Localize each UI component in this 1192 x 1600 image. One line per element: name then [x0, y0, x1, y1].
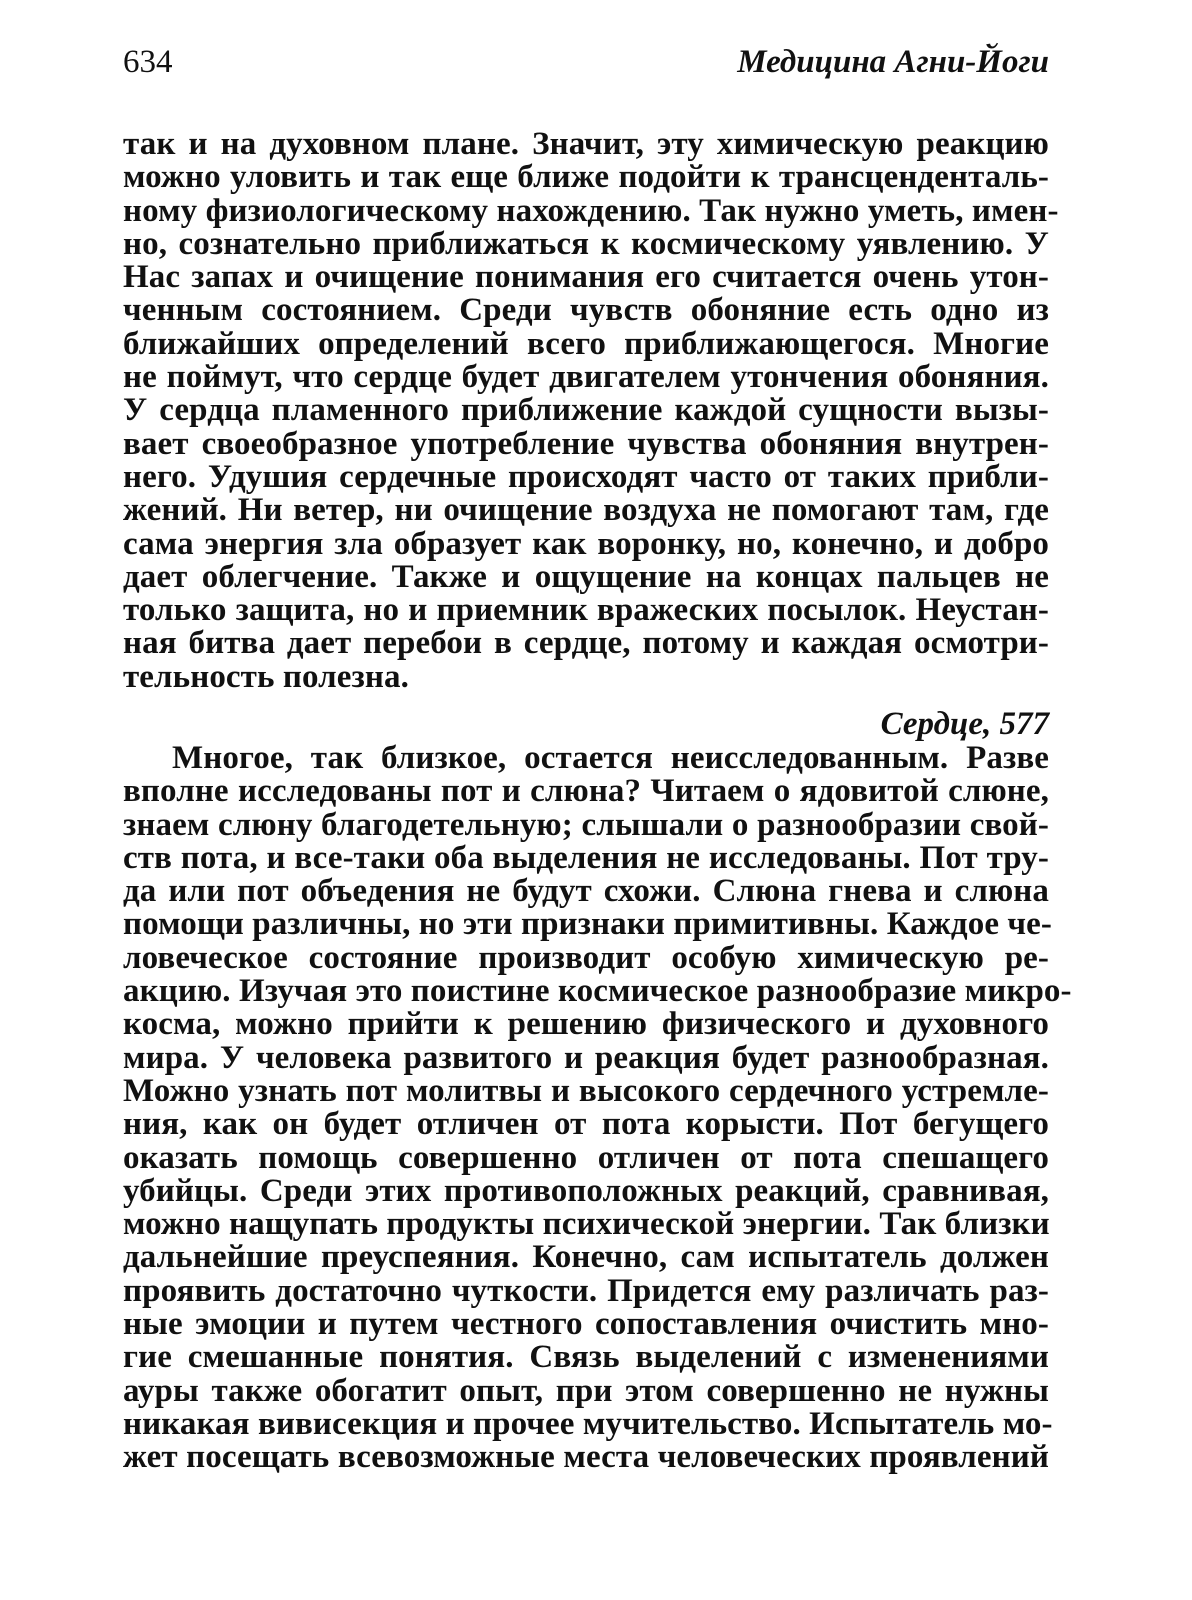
text-line: гие смешанные понятия. Связь выделений с изменениями	[123, 1339, 1049, 1376]
text-line: ств пота, и все-таки оба выделения не исследованы. Пот тру-	[123, 839, 1049, 876]
text-line: ные эмоции и путем честного сопоставления очистить мно-	[123, 1306, 1049, 1343]
text-line: так и на духовном плане. Значит, эту химическую реакцию	[123, 126, 1049, 162]
text-line: помощи различны, но эти признаки примитивны. Каждое че-	[123, 906, 1052, 943]
text-line: но, сознательно приближаться к космическому уявлению. У	[123, 225, 1049, 262]
text-line: тельность полезна.	[123, 658, 409, 695]
text-line: знаем слюну благодетельную; слышали о разнообразии свой-	[123, 806, 1049, 843]
text-line: ния, как он будет отличен от пота корысти. Пот бегущего	[123, 1106, 1049, 1143]
text-line: вает своеобразное употребление чувства обоняния внутрен-	[123, 425, 1049, 462]
text-line: него. Удушия сердечные происходят часто от таких прибли-	[123, 458, 1049, 495]
text-line: не поймут, что сердце будет двигателем утончения обоняния.	[123, 359, 1049, 396]
text-line: ному физиологическому нахождению. Так нужно уметь, имен-	[123, 192, 1059, 229]
text-line: можно нащупать продукты психической энергии. Так близки	[123, 1206, 1050, 1243]
text-line: дает облегчение. Также и ощущение на концах пальцев не	[123, 558, 1049, 595]
text-line: ная битва дает перебои в сердце, потому и каждая осмотри-	[123, 625, 1049, 662]
page-number: 634	[123, 44, 173, 80]
text-line: ауры также обогатит опыт, при этом совершенно не нужны	[123, 1372, 1049, 1409]
text-line: мира. У человека развитого и реакция будет разнообразная.	[123, 1039, 1049, 1076]
text-line: ловеческое состояние производит особую химическую ре-	[123, 939, 1049, 976]
text-line: косма, можно прийти к решению физического и духовного	[123, 1006, 1049, 1043]
text-line: жет посещать всевозможные места человеческих проявлений	[123, 1439, 1049, 1476]
text-line: проявить достаточно чуткости. Придется ему различать раз-	[123, 1272, 1049, 1309]
text-line: можно уловить и так еще ближе подойти к трансценденталь-	[123, 159, 1049, 196]
text-line: сама энергия зла образует как воронку, но, конечно, и добро	[123, 525, 1049, 562]
page-header	[123, 44, 1049, 84]
text-line: оказать помощь совершенно отличен от пота спешащего	[123, 1139, 1049, 1176]
running-title: Медицина Агни-Йоги	[737, 44, 1049, 80]
text-line: Нас запах и очищение понимания его считается очень утон-	[123, 259, 1049, 296]
text-line: никакая вивисекция и прочее мучительство. Испытатель мо-	[123, 1405, 1053, 1442]
paragraph-1	[123, 126, 1059, 695]
text-line: У сердца пламенного приближение каждой сущности вызы-	[123, 392, 1049, 429]
text-line: акцию. Изучая это поистине космическое разнообразие микро-	[123, 973, 1072, 1010]
source-reference: Сердце, 577	[880, 706, 1049, 742]
text-line: Многое, так близкое, остается неисследованным. Разве	[172, 740, 1049, 776]
text-line: жений. Ни ветер, ни очищение воздуха не помогают там, где	[123, 492, 1049, 529]
text-line: да или пот объедения не будут схожи. Слюна гнева и слюна	[123, 873, 1049, 910]
text-line: дальнейшие преуспеяния. Конечно, сам испытатель должен	[123, 1239, 1049, 1276]
text-line: ченным состоянием. Среди чувств обоняние есть одно из	[123, 292, 1049, 329]
text-line: вполне исследованы пот и слюна? Читаем о ядовитой слюне,	[123, 773, 1049, 810]
text-line: убийцы. Среди этих противоположных реакций, сравнивая,	[123, 1172, 1049, 1209]
text-line: ближайших определений всего приближающегося. Многие	[123, 325, 1049, 362]
text-line: Можно узнать пот молитвы и высокого сердечного устремле-	[123, 1072, 1049, 1109]
paragraph-2	[123, 740, 1072, 1476]
text-line: только защита, но и приемник вражеских посылок. Неустан-	[123, 592, 1049, 629]
